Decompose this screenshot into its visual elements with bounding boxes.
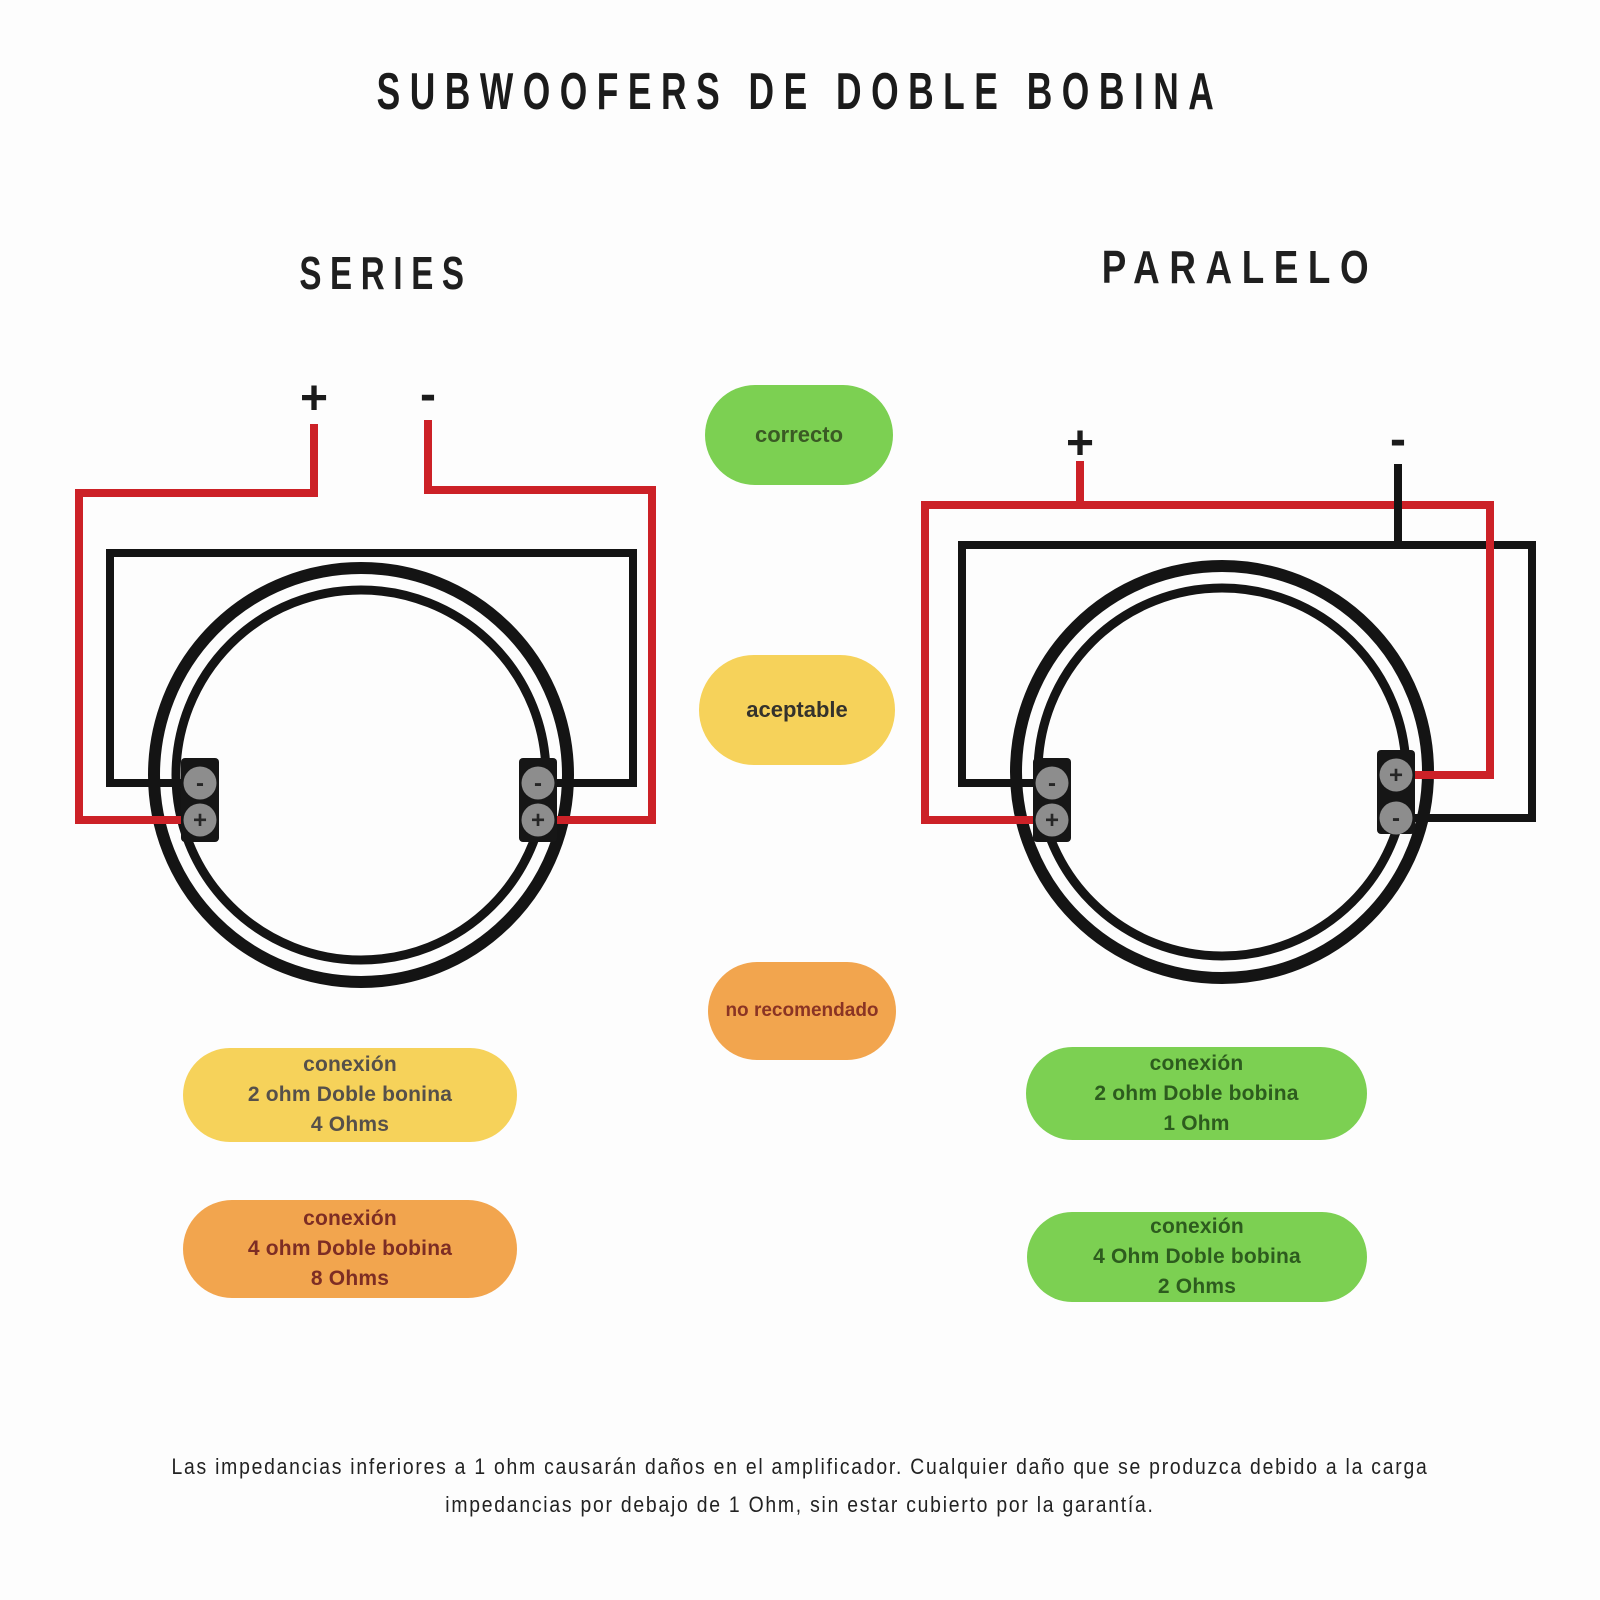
parallel-speaker-inner-ring bbox=[1038, 588, 1406, 956]
series-left-terminal-bottom-label: + bbox=[192, 807, 208, 834]
badge-line: 4 Ohm Doble bobina bbox=[1093, 1245, 1301, 1268]
series-right-terminal bbox=[519, 758, 557, 842]
badge-line: 8 Ohms bbox=[310, 1267, 390, 1290]
badge-line: 2 ohm Doble bonina bbox=[247, 1083, 453, 1106]
badge-line: conexión bbox=[1149, 1051, 1244, 1075]
badge-line: conexión bbox=[303, 1207, 397, 1230]
badge-line: conexión bbox=[303, 1053, 397, 1076]
series-left-terminal bbox=[181, 758, 219, 842]
disclaimer bbox=[96, 1448, 1504, 1524]
series-connection-4ohm-badge bbox=[183, 1200, 517, 1298]
parallel-speaker-outer-ring bbox=[1016, 566, 1428, 978]
series-connection-2ohm-badge bbox=[183, 1048, 517, 1142]
badge-line: 2 ohm Doble bobina bbox=[1094, 1081, 1299, 1105]
parallel-right-terminal-top-label: + bbox=[1388, 762, 1404, 789]
series-amp-minus-label: - bbox=[420, 368, 436, 421]
series-amp-plus-label: + bbox=[299, 372, 329, 425]
legend-acceptable-label: aceptable bbox=[746, 697, 848, 722]
parallel-connection-2ohm-badge bbox=[1026, 1047, 1367, 1140]
legend-correct-label: correcto bbox=[754, 422, 844, 447]
disclaimer-line-2: impedancias por debajo de 1 Ohm, sin estar cubierto por la garantía. bbox=[445, 1492, 1155, 1517]
parallel-heading: PARALELO bbox=[1101, 241, 1379, 293]
parallel-diagram bbox=[925, 413, 1532, 978]
parallel-amp-plus-label: + bbox=[1065, 417, 1095, 470]
legend-not-recommended-badge bbox=[708, 962, 896, 1060]
legend-acceptable-badge bbox=[699, 655, 895, 765]
series-speaker-inner-ring bbox=[176, 590, 546, 960]
badge-line: 4 ohm Doble bobina bbox=[247, 1237, 453, 1260]
series-right-terminal-top-label: - bbox=[534, 770, 542, 797]
page-title: SUBWOOFERS DE DOBLE BOBINA bbox=[376, 63, 1224, 121]
parallel-left-terminal bbox=[1033, 758, 1071, 842]
badge-line: conexión bbox=[1150, 1215, 1244, 1238]
badge-line: 4 Ohms bbox=[310, 1113, 390, 1136]
parallel-connection-4ohm-badge bbox=[1027, 1212, 1367, 1302]
legend-correct-badge bbox=[705, 385, 893, 485]
parallel-left-terminal-bottom-label: + bbox=[1044, 807, 1060, 834]
legend-not-recommended-label: no recomendado bbox=[725, 1000, 879, 1021]
badge-line: 1 Ohm bbox=[1163, 1111, 1230, 1135]
disclaimer-line-1: Las impedancias inferiores a 1 ohm causarán daños en el amplificador. Cualquier daño que se produzca debido a la carga bbox=[171, 1454, 1429, 1479]
parallel-left-terminal-top-label: - bbox=[1048, 770, 1056, 797]
badge-line: 2 Ohms bbox=[1157, 1275, 1237, 1298]
series-left-terminal-top-label: - bbox=[196, 770, 204, 797]
parallel-right-terminal-bottom-label: - bbox=[1392, 805, 1400, 832]
series-diagram bbox=[79, 368, 652, 982]
parallel-amp-minus-label: - bbox=[1390, 413, 1406, 466]
parallel-right-terminal bbox=[1377, 750, 1415, 835]
series-heading: SERIES bbox=[299, 247, 473, 299]
series-right-terminal-bottom-label: + bbox=[530, 807, 546, 834]
